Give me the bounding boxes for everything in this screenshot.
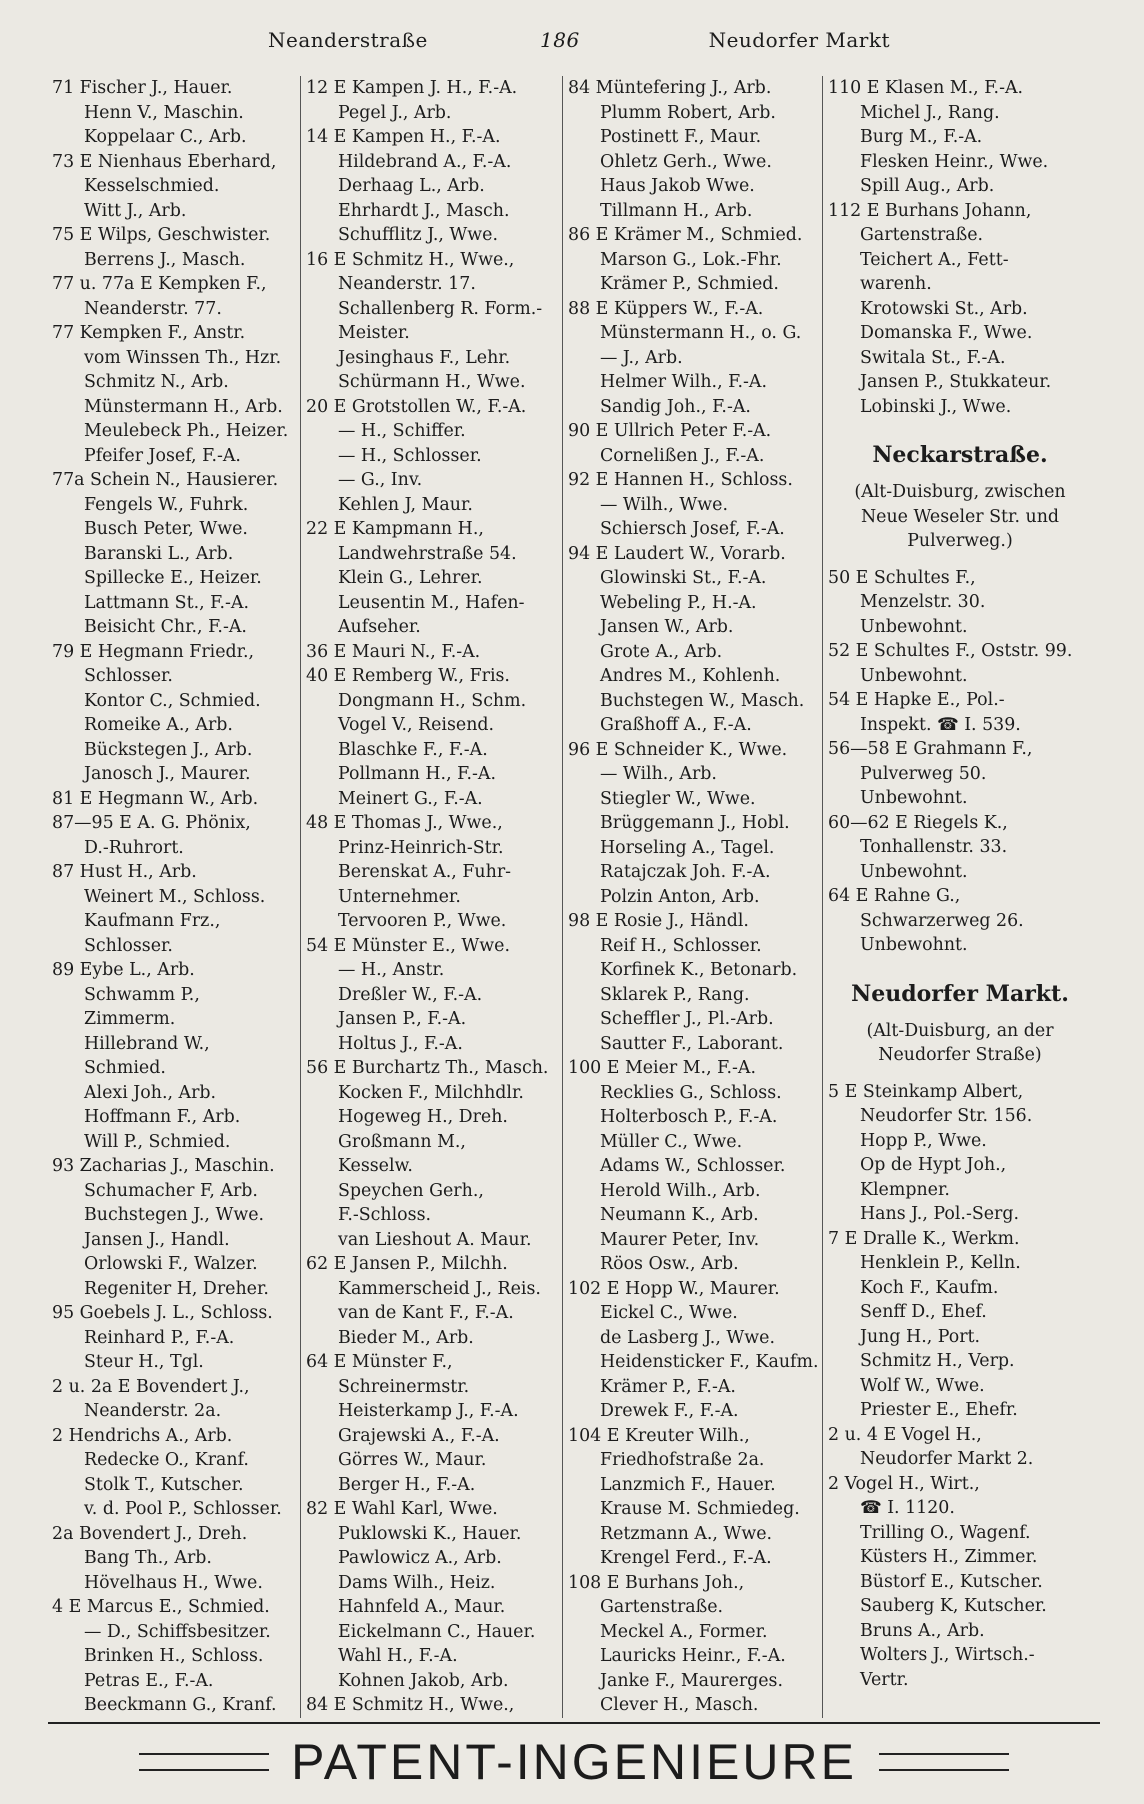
directory-entry: Grote A., Arb. <box>600 641 723 662</box>
directory-entry: Busch Peter, Wwe. <box>84 519 248 539</box>
directory-entry: 95 Goebels J. L., Schloss. <box>52 1303 273 1323</box>
running-header <box>240 28 900 68</box>
directory-entry: Henn V., Maschin. <box>84 102 244 123</box>
column-3 <box>568 76 818 1718</box>
directory-entry: Polzin Anton, Arb. <box>600 886 760 907</box>
header-right-street: Neudorfer Markt <box>708 28 890 52</box>
directory-entry: 88 E Küppers W., F.-A. <box>568 298 764 319</box>
directory-entry: Vertr. <box>860 1669 909 1690</box>
directory-entry: Hillebrand W., <box>84 1033 210 1054</box>
directory-entry: Baranski L., Arb. <box>84 543 234 564</box>
directory-entry: 12 E Kampen J. H., F.-A. <box>306 78 518 98</box>
directory-entry: Maurer Peter, Inv. <box>600 1229 760 1250</box>
column-divider <box>822 76 823 1718</box>
directory-entry: Andres M., Kohlenh. <box>600 666 781 686</box>
directory-entry: Wolf W., Wwe. <box>860 1375 985 1396</box>
directory-entry: 2a Bovendert J., Dreh. <box>52 1523 248 1544</box>
directory-entry: Jansen P., F.-A. <box>338 1009 467 1029</box>
directory-entry: Buchstegen J., Wwe. <box>84 1205 265 1225</box>
header-left-street: Neanderstraße <box>268 28 428 52</box>
directory-entry: Koppelaar C., Arb. <box>84 127 247 147</box>
directory-entry: Graßhoff A., F.-A. <box>600 715 752 735</box>
directory-entry: Neanderstr. 2a. <box>84 1401 222 1421</box>
directory-entry <box>568 1718 818 1719</box>
directory-entry: Kammerscheid J., Reis. <box>338 1278 541 1299</box>
directory-entry: Buchstegen W., Masch. <box>600 690 805 711</box>
directory-entry: Holtus J., F.-A. <box>338 1033 463 1054</box>
directory-entry: Jesinghaus F., Lehr. <box>338 347 511 368</box>
directory-entry: Meinert G., F.-A. <box>338 788 483 809</box>
directory-entry: van Lieshout A. Maur. <box>338 1229 532 1250</box>
page-number: 186 <box>540 28 580 52</box>
directory-entry: Jansen P., Stukkateur. <box>860 372 1052 392</box>
section-subtitle: Pulverweg.) <box>907 531 1013 551</box>
directory-entry: Jung H., Port. <box>860 1326 981 1347</box>
directory-entry: — G., Inv. <box>338 470 423 490</box>
directory-entry: Neanderstr. 77. <box>84 298 222 319</box>
decorative-rule <box>879 1753 1009 1771</box>
directory-entry: 50 E Schultes F., <box>828 567 976 588</box>
section-title-neudorfer-markt: Neudorfer Markt. <box>851 980 1069 1007</box>
directory-entry: Hoffmann F., Arb. <box>84 1107 241 1127</box>
directory-entry: Schwarzerweg 26. <box>860 910 1024 931</box>
directory-entry: Priester E., Ehefr. <box>860 1400 1018 1420</box>
directory-entry: Schiersch Josef, F.-A. <box>600 519 785 539</box>
directory-entry: Pulverweg 50. <box>860 763 987 784</box>
column-1 <box>52 76 298 1718</box>
directory-entry <box>306 1718 560 1719</box>
directory-entry: Postinett F., Maur. <box>600 127 762 147</box>
directory-entry: Will P., Schmied. <box>84 1131 231 1152</box>
directory-entry: Schmitz H., Verp. <box>860 1351 1015 1371</box>
directory-entry: F.-Schloss. <box>338 1205 432 1225</box>
directory-entry: Schmied. <box>84 1058 166 1078</box>
directory-entry: 7 E Dralle K., Werkm. <box>828 1228 1020 1249</box>
directory-entry: — H., Anstr. <box>338 960 445 980</box>
directory-entry: Wolters J., Wirtsch.- <box>860 1645 1035 1665</box>
directory-entry: 79 E Hegmann Friedr., <box>52 641 255 662</box>
directory-entry: — J., Arb. <box>600 347 683 368</box>
directory-entry: Helmer Wilh., F.-A. <box>600 372 767 392</box>
directory-entry: Brüggemann J., Hobl. <box>600 813 790 833</box>
directory-entry: Op de Hypt Joh., <box>860 1155 1007 1175</box>
directory-entry: Friedhofstraße 2a. <box>600 1450 765 1470</box>
directory-entry: Kohnen Jakob, Arb. <box>338 1670 509 1691</box>
directory-entry: 84 E Schmitz H., Wwe., <box>306 1695 515 1715</box>
directory-entry: Dams Wilh., Heiz. <box>338 1572 496 1593</box>
directory-entry: Retzmann A., Wwe. <box>600 1523 773 1544</box>
directory-entry: Krengel Ferd., F.-A. <box>600 1548 772 1568</box>
directory-entry: Menzelstr. 30. <box>860 592 986 612</box>
column-divider <box>300 76 301 1718</box>
directory-entry: 54 E Münster E., Wwe. <box>306 935 510 956</box>
directory-entry: — Wilh., Arb. <box>600 764 717 784</box>
directory-entry: Hopp P., Wwe. <box>860 1130 987 1151</box>
directory-entry: 2 Vogel H., Wirt., <box>828 1473 980 1494</box>
directory-entry: Eickelmann C., Hauer. <box>338 1621 536 1642</box>
directory-entry: vom Winssen Th., Hzr. <box>84 347 282 368</box>
directory-entry: Pfeifer Josef, F.-A. <box>84 445 241 466</box>
directory-entry: Regeniter H, Dreher. <box>84 1278 269 1299</box>
directory-entry: Gartenstraße. <box>860 225 984 245</box>
section-title-neckarstrasse: Neckarstraße. <box>872 442 1048 468</box>
directory-entry: Speychen Gerh., <box>338 1180 484 1201</box>
directory-entry: Sklarek P., Rang. <box>600 984 750 1005</box>
directory-entry: Lauricks Heinr., F.-A. <box>600 1646 786 1666</box>
directory-entry: Ohletz Gerh., Wwe. <box>600 151 772 172</box>
directory-entry: Kontor C., Schmied. <box>84 690 261 711</box>
directory-entry: Dongmann H., Schm. <box>338 690 527 711</box>
directory-entry: Lobinski J., Wwe. <box>860 396 1012 417</box>
directory-entry: Koch F., Kaufm. <box>860 1277 999 1298</box>
directory-entry: 104 E Kreuter Wilh., <box>568 1425 750 1446</box>
directory-entry: Kehlen J, Maur. <box>338 494 473 515</box>
directory-entry: 5 E Steinkamp Albert, <box>828 1081 1024 1102</box>
directory-entry: Unbewohnt. <box>860 788 968 808</box>
directory-entry: Teichert A., Fett- <box>860 249 1009 270</box>
directory-entry: Adams W., Schlosser. <box>600 1156 786 1176</box>
directory-entry: Bruns A., Arb. <box>860 1620 985 1641</box>
directory-entry: Büstorf E., Kutscher. <box>860 1571 1043 1592</box>
directory-entry: Reif H., Schlosser. <box>600 935 762 956</box>
directory-entry: 22 E Kampmann H., <box>306 519 484 539</box>
directory-entry: Aufseher. <box>338 617 421 637</box>
directory-entry: Domanska F., Wwe. <box>860 323 1033 343</box>
directory-entry: 77a Schein N., Hausierer. <box>52 470 279 490</box>
directory-entry: Michel J., Rang. <box>860 102 1000 123</box>
directory-entry: Berenskat A., Fuhr- <box>338 862 512 882</box>
directory-entry: Berrens J., Masch. <box>84 249 246 270</box>
directory-entry: Jansen W., Arb. <box>600 617 734 637</box>
directory-entry: Beeckmann G., Kranf. <box>84 1695 277 1715</box>
directory-entry: Neudorfer Str. 156. <box>860 1106 1033 1126</box>
directory-entry: 60—62 E Riegels K., <box>828 812 1008 833</box>
directory-entry: Meckel A., Former. <box>600 1621 768 1642</box>
directory-entry: Hövelhaus H., Wwe. <box>84 1572 263 1593</box>
directory-entry: 71 Fischer J., Hauer. <box>52 78 233 98</box>
directory-entry: — Wilh., Wwe. <box>600 494 728 515</box>
directory-entry: 56 E Burchartz Th., Masch. <box>306 1058 549 1078</box>
directory-entry: Krämer P., Schmied. <box>600 274 779 294</box>
directory-entry: Puklowski K., Hauer. <box>338 1523 522 1544</box>
directory-entry: 14 E Kampen H., F.-A. <box>306 127 501 147</box>
directory-entry: Vogel V., Reisend. <box>338 715 495 735</box>
directory-entry: Leusentin M., Hafen- <box>338 592 525 613</box>
directory-entry: 40 E Remberg W., Fris. <box>306 666 510 686</box>
directory-entry: Blaschke F., F.-A. <box>338 739 488 760</box>
directory-entry: Burg M., F.-A. <box>860 127 983 147</box>
directory-entry: Holterbosch P., F.-A. <box>600 1107 778 1127</box>
directory-entry: — H., Schlosser. <box>338 445 482 466</box>
directory-entry: 62 E Jansen P., Milchh. <box>306 1254 508 1274</box>
directory-entry: Meulebeck Ph., Heizer. <box>84 421 289 441</box>
directory-entry: Prinz-Heinrich-Str. <box>338 837 504 858</box>
directory-entry: Tonhallenstr. 33. <box>860 837 1008 857</box>
directory-entry: Fengels W., Fuhrk. <box>84 494 249 515</box>
directory-entry: 77 u. 77a E Kempken F., <box>52 274 267 294</box>
directory-entry: 81 E Hegmann W., Arb. <box>52 788 259 809</box>
directory-entry: Weinert M., Schloss. <box>84 886 266 907</box>
directory-entry: Bückstegen J., Arb. <box>84 739 253 760</box>
directory-entry: 92 E Hannen H., Schloss. <box>568 470 793 490</box>
directory-entry: Zimmerm. <box>84 1009 176 1029</box>
directory-entry: Korfinek K., Betonarb. <box>600 960 798 980</box>
directory-entry: Stolk T., Kutscher. <box>84 1474 244 1495</box>
directory-entry: Ehrhardt J., Masch. <box>338 200 510 221</box>
footer-banner-text: PATENT-INGENIEURE <box>291 1734 857 1790</box>
directory-entry: Haus Jakob Wwe. <box>600 176 755 196</box>
directory-entry: Beisicht Chr., F.-A. <box>84 617 247 637</box>
directory-entry: Trilling O., Wagenf. <box>860 1522 1031 1543</box>
column-2 <box>306 76 560 1718</box>
directory-entry: Tillmann H., Arb. <box>600 200 753 221</box>
directory-entry: Heisterkamp J., F.-A. <box>338 1401 519 1421</box>
directory-entry: Schlosser. <box>84 666 173 686</box>
directory-entry: 64 E Münster F., <box>306 1352 453 1372</box>
directory-entry: 110 E Klasen M., F.-A. <box>828 78 1024 98</box>
directory-entry: Hogeweg H., Dreh. <box>338 1107 508 1127</box>
directory-entry: Landwehrstraße 54. <box>338 543 517 564</box>
directory-entry: Unbewohnt. <box>860 861 968 882</box>
directory-entry: Schallenberg R. Form.- <box>338 298 543 319</box>
directory-entry: Kesselw. <box>338 1156 413 1176</box>
directory-entry: Petras E., F.-A. <box>84 1670 214 1691</box>
directory-entry: Janke F., Maurerges. <box>600 1670 784 1691</box>
directory-entry: — D., Schiffsbesitzer. <box>84 1621 271 1642</box>
directory-entry: 75 E Wilps, Geschwister. <box>52 225 271 245</box>
directory-entry: Wahl H., F.-A. <box>338 1646 458 1666</box>
directory-entry: 77 Kempken F., Anstr. <box>52 323 246 343</box>
directory-entry: 2 Hendrichs A., Arb. <box>52 1425 233 1446</box>
directory-entry: Schlosser. <box>84 935 173 956</box>
directory-entry: Hildebrand A., F.-A. <box>338 151 512 172</box>
directory-entry: Bieder M., Arb. <box>338 1327 474 1348</box>
directory-entry: Brinken H., Schloss. <box>84 1646 264 1666</box>
directory-entry: Horseling A., Tagel. <box>600 837 775 858</box>
directory-entry: 87 Hust H., Arb. <box>52 862 197 882</box>
directory-entry: Janosch J., Maurer. <box>84 764 251 784</box>
directory-entry: Lanzmich F., Hauer. <box>600 1474 776 1495</box>
directory-entry: 52 E Schultes F., Oststr. 99. <box>828 641 1073 661</box>
directory-entry: Gartenstraße. <box>600 1597 724 1617</box>
directory-entry: Pawlowicz A., Arb. <box>338 1548 502 1568</box>
directory-entry: 54 E Hapke E., Pol.- <box>828 690 1005 710</box>
footer-rule <box>48 1722 1100 1724</box>
directory-entry: D.-Ruhrort. <box>84 837 184 858</box>
directory-entry: Krause M. Schmiedeg. <box>600 1499 800 1519</box>
directory-entry: Cornelißen J., F.-A. <box>600 445 765 466</box>
directory-entry: Grajewski A., F.-A. <box>338 1425 500 1446</box>
directory-entry: Scheffler J., Pl.-Arb. <box>600 1009 774 1029</box>
section-subtitle: Neue Weseler Str. und <box>860 506 1060 527</box>
directory-entry: Ratajczak Joh. F.-A. <box>600 862 771 882</box>
directory-entry: Reinhard P., F.-A. <box>84 1327 235 1348</box>
directory-entry: Steur H., Tgl. <box>84 1352 204 1372</box>
directory-entry: Henklein P., Kelln. <box>860 1253 1021 1273</box>
footer-advert <box>48 1730 1100 1794</box>
directory-entry: Müller C., Wwe. <box>600 1131 743 1152</box>
directory-entry: van de Kant F., F.-A. <box>338 1303 514 1323</box>
directory-entry: Unternehmer. <box>338 886 461 907</box>
directory-entry: Neudorfer Markt 2. <box>860 1449 1034 1469</box>
directory-entry: Pegel J., Arb. <box>338 102 452 123</box>
directory-entry: 108 E Burhans Joh., <box>568 1572 745 1593</box>
directory-entry: Schumacher F, Arb. <box>84 1180 258 1201</box>
column-divider <box>562 76 563 1718</box>
directory-entry: Bang Th., Arb. <box>84 1548 212 1568</box>
directory-entry <box>52 1718 298 1719</box>
directory-entry: Glowinski St., F.-A. <box>600 568 767 588</box>
directory-entry: Senff D., Ehef. <box>860 1302 987 1322</box>
directory-entry: de Lasberg J., Wwe. <box>600 1327 775 1348</box>
directory-entry: Schürmann H., Wwe. <box>338 372 526 392</box>
directory-entry: 73 E Nienhaus Eberhard, <box>52 151 277 172</box>
directory-entry: Röos Osw., Arb. <box>600 1254 739 1274</box>
directory-entry: 56—58 E Grahmann F., <box>828 739 1033 759</box>
directory-entry: Dreßler W., F.-A. <box>338 984 483 1005</box>
directory-entry: 94 E Laudert W., Vorarb. <box>568 543 786 564</box>
directory-entry: Plumm Robert, Arb. <box>600 102 776 123</box>
directory-entry: Marson G., Lok.-Fhr. <box>600 249 782 270</box>
directory-entry: Lattmann St., F.-A. <box>84 592 250 613</box>
directory-entry: Berger H., F.-A. <box>338 1474 476 1495</box>
directory-entry: Görres W., Maur. <box>338 1450 487 1470</box>
directory-entry: 112 E Burhans Johann, <box>828 200 1032 221</box>
directory-entry: 64 E Rahne G., <box>828 886 961 906</box>
directory-entry: Sauberg K, Kutscher. <box>860 1596 1047 1616</box>
directory-entry: 102 E Hopp W., Maurer. <box>568 1278 780 1299</box>
directory-entry: Inspekt. ☎ I. 539. <box>860 714 1021 735</box>
directory-entry: Jansen J., Handl. <box>84 1229 230 1250</box>
directory-entry: Hans J., Pol.-Serg. <box>860 1204 1020 1224</box>
directory-entry: 90 E Ullrich Peter F.-A. <box>568 421 772 441</box>
directory-entry: Flesken Heinr., Wwe. <box>860 151 1049 172</box>
directory-entry: Eickel C., Wwe. <box>600 1303 738 1323</box>
directory-entry: Clever H., Masch. <box>600 1695 759 1715</box>
directory-entry: Drewek F., F.-A. <box>600 1401 739 1421</box>
directory-entry: 2 u. 4 E Vogel H., <box>828 1424 982 1445</box>
directory-entry: 86 E Krämer M., Schmied. <box>568 225 803 245</box>
directory-entry: 2 u. 2a E Bovendert J., <box>52 1376 250 1397</box>
directory-entry: Kesselschmied. <box>84 176 220 196</box>
directory-entry: 48 E Thomas J., Wwe., <box>306 813 503 833</box>
directory-entry: v. d. Pool P., Schlosser. <box>84 1499 282 1519</box>
directory-entry: Sautter F., Laborant. <box>600 1033 784 1054</box>
section-subtitle: (Alt-Duisburg, zwischen <box>854 482 1066 502</box>
directory-entry: Herold Wilh., Arb. <box>600 1180 761 1201</box>
section-subtitle: Neudorfer Straße) <box>878 1045 1042 1065</box>
directory-entry: Klein G., Lehrer. <box>338 568 483 588</box>
directory-entry: 84 Müntefering J., Arb. <box>568 78 772 98</box>
directory-entry: Switala St., F.-A. <box>860 347 1006 368</box>
directory-entry: Recklies G., Schloss. <box>600 1082 782 1103</box>
directory-entry: 36 E Mauri N., F.-A. <box>306 641 481 662</box>
directory-entry: Heidensticker F., Kaufm. <box>600 1352 818 1372</box>
directory-entry: 93 Zacharias J., Maschin. <box>52 1156 275 1176</box>
directory-entry: Münstermann H., Arb. <box>84 396 283 417</box>
directory-entry: Redecke O., Kranf. <box>84 1450 249 1470</box>
directory-entry: Unbewohnt. <box>860 665 968 686</box>
directory-entry: 100 E Meier M., F.-A. <box>568 1058 756 1078</box>
directory-entry: warenh. <box>860 274 932 294</box>
directory-entry: 20 E Grotstollen W., F.-A. <box>306 396 527 417</box>
directory-entry: Pollmann H., F.-A. <box>338 764 496 784</box>
directory-entry: Schmitz N., Arb. <box>84 372 229 392</box>
directory-entry: Hahnfeld A., Maur. <box>338 1597 506 1617</box>
directory-entry: — H., Schiffer. <box>338 421 466 441</box>
directory-entry: 4 E Marcus E., Schmied. <box>52 1597 270 1617</box>
directory-entry: Spillecke E., Heizer. <box>84 568 262 588</box>
directory-entry: Unbewohnt. <box>860 935 968 955</box>
directory-entry: Webeling P., H.-A. <box>600 592 757 613</box>
directory-entry: Unbewohnt. <box>860 616 968 637</box>
directory-entry: Schwamm P., <box>84 984 200 1005</box>
directory-entry: Stiegler W., Wwe. <box>600 788 756 809</box>
directory-entry: Orlowski F., Walzer. <box>84 1254 258 1274</box>
directory-entry: 87—95 E A. G. Phönix, <box>52 813 251 833</box>
directory-entry: Sandig Joh., F.-A. <box>600 396 751 417</box>
directory-entry: Alexi Joh., Arb. <box>84 1082 217 1103</box>
directory-entry: 89 Eybe L., Arb. <box>52 960 195 980</box>
directory-entry: Kaufmann Frz., <box>84 911 221 931</box>
directory-entry: Tervooren P., Wwe. <box>338 911 507 931</box>
directory-entry: Klempner. <box>860 1179 950 1200</box>
directory-entry: ☎ I. 1120. <box>860 1498 955 1518</box>
directory-entry: Neanderstr. 17. <box>338 274 476 294</box>
directory-entry: Münstermann H., o. G. <box>600 323 802 343</box>
directory-entry: Schufflitz J., Wwe. <box>338 225 498 245</box>
directory-entry: Derhaag L., Arb. <box>338 176 485 196</box>
section-subtitle: (Alt-Duisburg, an der <box>866 1020 1054 1041</box>
directory-entry: Spill Aug., Arb. <box>860 176 995 196</box>
directory-entry: Krotowski St., Arb. <box>860 298 1028 319</box>
directory-entry: 82 E Wahl Karl, Wwe. <box>306 1499 498 1519</box>
directory-entry: Schreinermstr. <box>338 1376 470 1397</box>
directory-entry: 98 E Rosie J., Händl. <box>568 911 749 931</box>
directory-entry: Küsters H., Zimmer. <box>860 1547 1038 1567</box>
decorative-rule <box>139 1753 269 1771</box>
directory-entry: Krämer P., F.-A. <box>600 1376 736 1397</box>
column-4 <box>828 76 1092 1718</box>
directory-entry: 16 E Schmitz H., Wwe., <box>306 249 515 270</box>
directory-entry: Meister. <box>338 323 410 343</box>
directory-entry: 96 E Schneider K., Wwe. <box>568 739 788 760</box>
directory-entry: Kocken F., Milchhdlr. <box>338 1082 524 1103</box>
directory-entry: Großmann M., <box>338 1131 466 1152</box>
directory-entry: Romeike A., Arb. <box>84 715 233 735</box>
directory-entry: Neumann K., Arb. <box>600 1205 759 1225</box>
directory-entry: Witt J., Arb. <box>84 200 187 221</box>
